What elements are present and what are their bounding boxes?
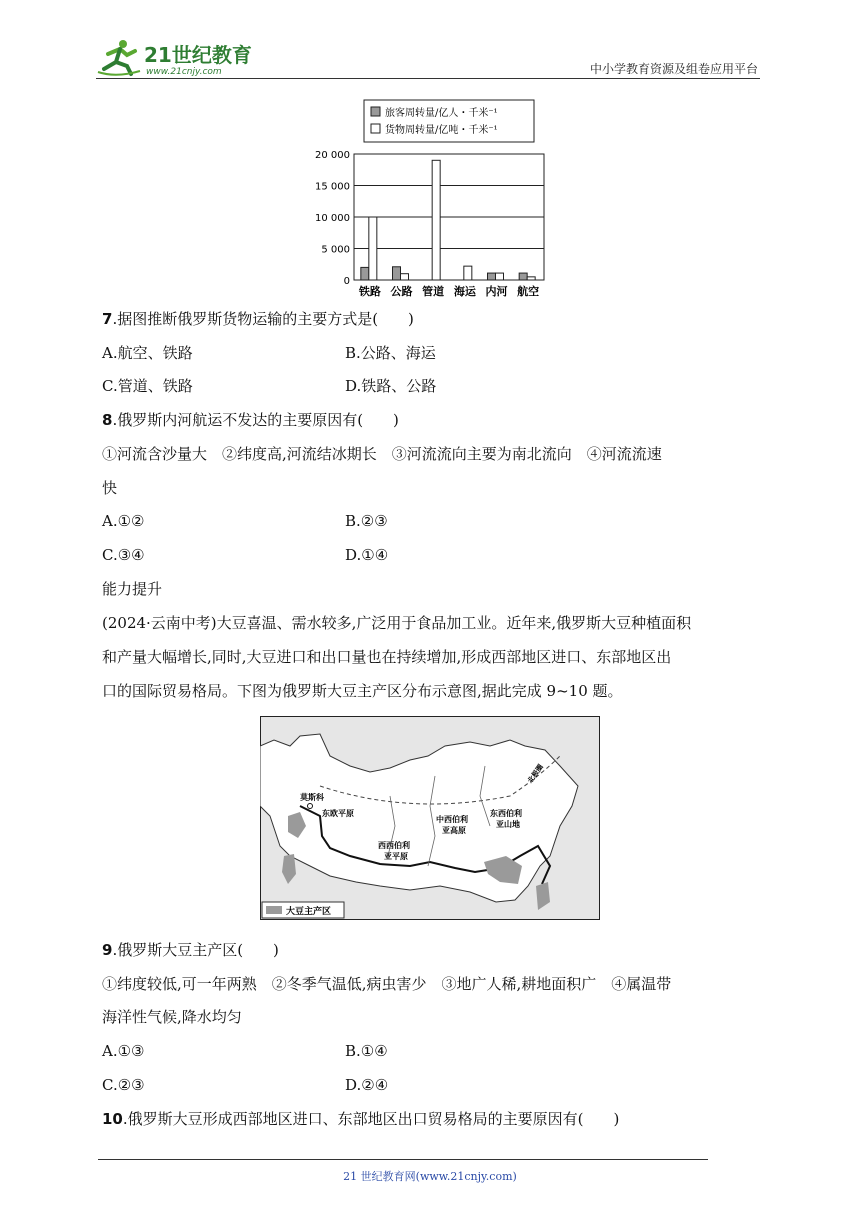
question-number: 10 (102, 1110, 123, 1128)
question-10 (102, 1109, 619, 1129)
y-tick-label: 20 000 (315, 150, 350, 161)
x-tick-label: 铁路 (358, 285, 381, 298)
question-number: 9 (102, 941, 113, 959)
bar (432, 160, 440, 280)
question-9-items-cont: 海洋性气候,降水均匀 (102, 1008, 242, 1026)
option-d[interactable]: D.铁路、公路 (345, 377, 437, 395)
bar (393, 267, 401, 280)
intro-line-2: 和产量大幅增长,同时,大豆进口和出口量也在持续增加,形成西部地区进口、东部地区出 (102, 648, 672, 666)
question-8 (102, 410, 399, 430)
bar (401, 274, 409, 280)
label-arctic-circle: 北极圈 (526, 762, 545, 785)
x-tick-label: 海运 (453, 285, 476, 298)
question-text: .俄罗斯大豆形成西部地区进口、东部地区出口贸易格局的主要原因有( ) (122, 1110, 620, 1128)
label-east-siberian-mountains-2: 亚山地 (496, 820, 520, 829)
option-a[interactable]: A.航空、铁路 (102, 344, 193, 362)
x-tick-label: 航空 (517, 285, 540, 298)
header-rule (96, 78, 760, 79)
intro-line-3: 口的国际贸易格局。下图为俄罗斯大豆主产区分布示意图,据此完成 9~10 题。 (102, 682, 623, 700)
option-b[interactable]: B.①④ (345, 1042, 388, 1060)
bar (369, 217, 377, 280)
bar (519, 273, 527, 280)
section-title: 能力提升 (102, 580, 163, 598)
question-text: .俄罗斯内河航运不发达的主要原因有( ) (112, 411, 399, 429)
label-central-siberian-plateau: 中西伯利 (436, 815, 468, 824)
question-number: 7 (102, 310, 113, 328)
label-east-siberian-mountains: 东西伯利 (490, 809, 522, 818)
option-a[interactable]: A.①② (102, 512, 145, 530)
label-moscow: 莫斯科 (300, 793, 324, 802)
y-tick-label: 15 000 (315, 181, 350, 193)
option-c[interactable]: C.②③ (102, 1076, 145, 1094)
bar (496, 273, 504, 280)
option-b[interactable]: B.公路、海运 (345, 344, 436, 362)
x-tick-label: 内河 (485, 285, 508, 298)
transport-chart (306, 98, 556, 300)
question-8-items: ①河流含沙量大 ②纬度高,河流结冰期长 ③河流流向主要为南北流向 ④河流流速 (102, 445, 662, 463)
option-a[interactable]: A.①③ (102, 1042, 145, 1060)
option-d[interactable]: D.①④ (345, 546, 389, 564)
y-tick-label: 10 000 (315, 213, 350, 224)
bar (464, 266, 472, 280)
legend-label: 货物周转量/亿吨・千米⁻¹ (385, 125, 498, 136)
legend-label: 大豆主产区 (286, 907, 332, 917)
x-tick-label: 公路 (390, 285, 413, 298)
label-west-siberian-plain-2: 亚平原 (384, 852, 408, 861)
platform-name: 中小学教育资源及组卷应用平台 (589, 62, 758, 76)
option-c[interactable]: C.③④ (102, 546, 145, 564)
question-text: .俄罗斯大豆主产区( ) (112, 941, 279, 959)
question-8-items-cont: 快 (102, 479, 118, 497)
site-logo (96, 38, 256, 78)
y-tick-label: 5 000 (321, 244, 350, 256)
bar (361, 267, 369, 280)
russia-soybean-map (260, 716, 600, 920)
question-9-items: ①纬度较低,可一年两熟 ②冬季气温低,病虫害少 ③地广人稀,耕地面积广 ④属温带 (102, 975, 672, 993)
logo-text: 21世纪教育 (144, 43, 252, 67)
option-b[interactable]: B.②③ (345, 512, 388, 530)
chart-svg (306, 98, 556, 300)
legend-swatch (371, 124, 380, 133)
label-east-european-plain: 东欧平原 (322, 809, 354, 818)
bar (488, 273, 496, 280)
runner-icon (98, 40, 140, 75)
y-tick-label: 0 (343, 276, 350, 287)
logo-url: www.21cnjy.com (146, 67, 222, 77)
footer-text[interactable]: 21 世纪教育网(www.21cnjy.com) (343, 1170, 517, 1183)
question-number: 8 (102, 411, 113, 429)
option-c[interactable]: C.管道、铁路 (102, 377, 193, 395)
bar (527, 277, 535, 280)
question-text: .据图推断俄罗斯货物运输的主要方式是( ) (112, 310, 414, 328)
option-d[interactable]: D.②④ (345, 1076, 389, 1094)
legend-swatch (266, 906, 282, 914)
label-central-siberian-plateau-2: 亚高原 (442, 826, 466, 835)
footer-rule (98, 1159, 708, 1160)
legend-swatch (371, 107, 380, 116)
intro-line-1: (2024·云南中考)大豆喜温、需水较多,广泛用于食品加工业。近年来,俄罗斯大豆种植面积 (102, 614, 692, 632)
legend-label: 旅客周转量/亿人・千米⁻¹ (385, 108, 498, 119)
question-7 (102, 309, 414, 329)
x-tick-label: 管道 (422, 285, 445, 298)
question-9 (102, 940, 279, 960)
label-west-siberian-plain: 西西伯利 (378, 841, 410, 850)
